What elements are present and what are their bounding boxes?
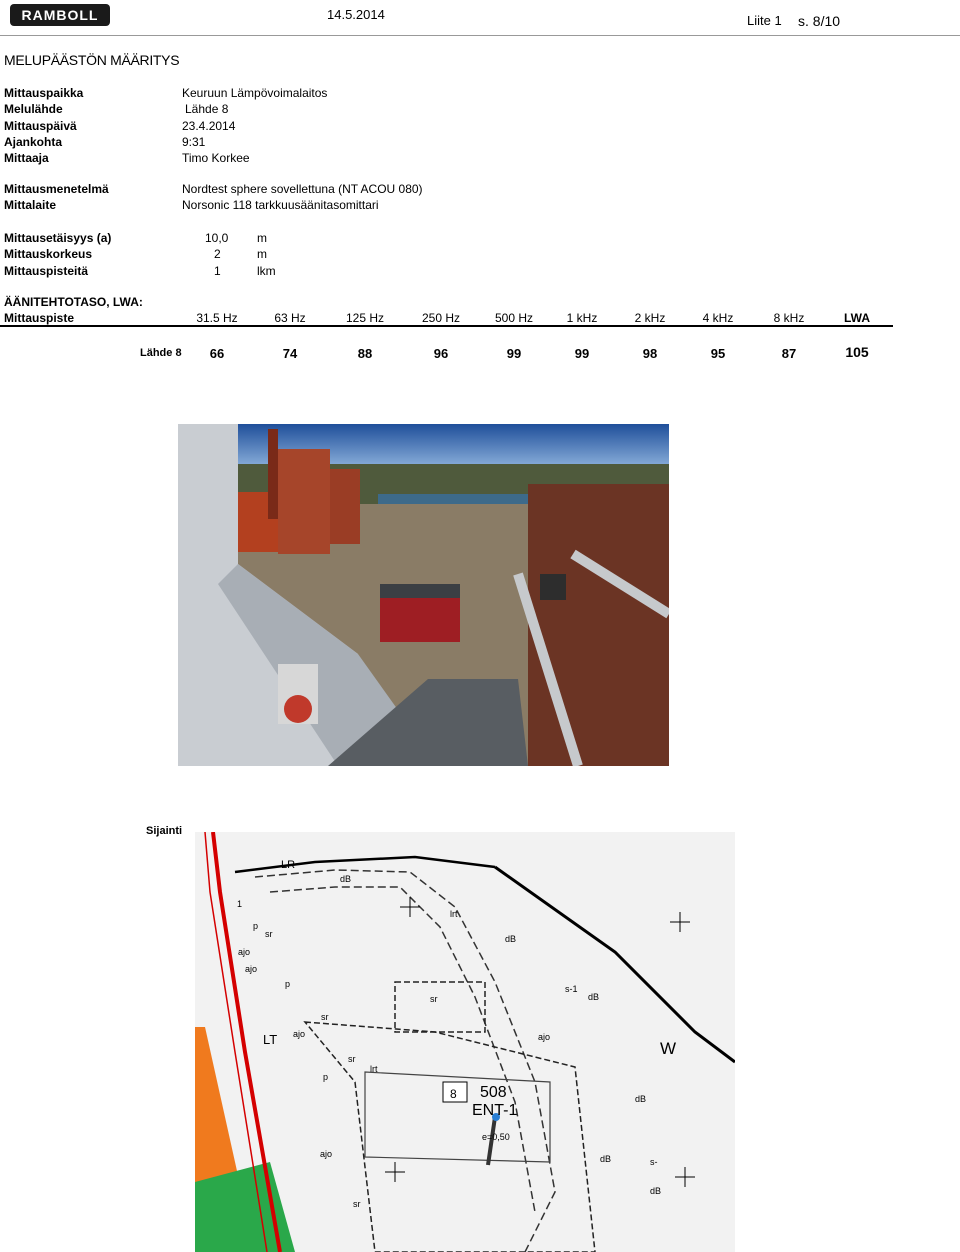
map-text: lrt <box>370 1064 378 1074</box>
map-text: ajo <box>320 1149 333 1159</box>
source-value: Lähde 8 <box>185 102 229 116</box>
level-value: 88 <box>357 346 373 361</box>
map-text: W <box>660 1039 677 1058</box>
table-divider <box>0 325 893 327</box>
site-photo <box>178 424 669 766</box>
map-text: ajo <box>238 947 251 957</box>
row-name: Lähde 8 <box>140 347 182 359</box>
map-text: e=0,50 <box>482 1132 510 1142</box>
map-text: dB <box>505 934 517 944</box>
map-text: LT <box>263 1032 278 1047</box>
section-label: ÄÄNITEHTOTASO, LWA: <box>4 295 143 309</box>
place-label: Mittauspaikka <box>4 86 84 100</box>
map-text: s- <box>650 1157 658 1167</box>
device-value: Norsonic 118 tarkkuusäänitasomittari <box>182 198 379 212</box>
place-value: Keuruun Lämpövoimalaitos <box>182 86 328 100</box>
map-text: sr <box>430 994 438 1004</box>
level-value: 99 <box>506 346 522 361</box>
height-value: 2 <box>214 247 221 261</box>
date-label: Mittauspäivä <box>4 119 77 133</box>
map-text: ajo <box>293 1029 306 1039</box>
attachment-label: Liite 1 <box>747 13 782 28</box>
height-label: Mittauskorkeus <box>4 247 93 261</box>
header-date: 14.5.2014 <box>327 7 385 22</box>
measurer-label: Mittaaja <box>4 151 49 165</box>
map-text: dB <box>650 1186 662 1196</box>
map-text: ENT-1 <box>472 1102 518 1119</box>
header-divider <box>0 35 960 36</box>
level-value: 74 <box>282 346 298 361</box>
measurer-value: Timo Korkee <box>182 151 250 165</box>
map-text: ajo <box>245 964 258 974</box>
map-text: dB <box>588 992 600 1002</box>
map-text: sr <box>353 1199 361 1209</box>
level-value: 99 <box>574 346 590 361</box>
level-value: 98 <box>642 346 658 361</box>
map-text: 508 <box>480 1084 507 1101</box>
ramboll-logo: RAMBOLL <box>10 4 110 26</box>
map-text: LR <box>281 859 296 871</box>
map-text: lrt <box>450 909 458 919</box>
location-map <box>195 832 735 1252</box>
page-number: s. 8/10 <box>798 13 841 29</box>
map-text: sr <box>265 929 273 939</box>
method-value: Nordtest sphere sovellettuna (NT ACOU 080) <box>182 182 423 196</box>
distance-label: Mittausetäisyys (a) <box>4 231 112 245</box>
map-text: p <box>323 1072 329 1082</box>
distance-value: 10,0 <box>205 231 229 245</box>
source-label: Melulähde <box>4 102 63 116</box>
level-value: 66 <box>209 346 225 361</box>
map-text: 8 <box>450 1087 457 1101</box>
level-value: 95 <box>710 346 726 361</box>
map-text: p <box>285 979 291 989</box>
total-header: LWA <box>844 311 870 325</box>
level-value: 87 <box>781 346 797 361</box>
method-label: Mittausmenetelmä <box>4 182 109 196</box>
level-value: 96 <box>433 346 449 361</box>
map-text: sr <box>348 1054 356 1064</box>
points-value: 1 <box>214 264 221 278</box>
band-header: 63 Hz <box>274 311 306 325</box>
points-label: Mittauspisteitä <box>4 264 89 278</box>
points-unit: lkm <box>257 264 276 278</box>
band-header: 1 kHz <box>566 311 598 325</box>
point-column-label: Mittauspiste <box>4 311 75 325</box>
band-header: 2 kHz <box>634 311 666 325</box>
band-header: 8 kHz <box>773 311 805 325</box>
map-text: ajo <box>538 1032 551 1042</box>
height-unit: m <box>257 247 267 261</box>
band-header: 4 kHz <box>702 311 734 325</box>
map-text: dB <box>600 1154 612 1164</box>
map-text: s-1 <box>565 984 578 994</box>
map-text: sr <box>321 1012 329 1022</box>
device-label: Mittalaite <box>4 198 57 212</box>
page-title: MELUPÄÄSTÖN MÄÄRITYS <box>4 52 180 68</box>
band-header: 125 Hz <box>345 311 385 325</box>
band-header: 31.5 Hz <box>196 311 238 325</box>
map-label: Sijainti <box>146 825 183 837</box>
map-text: p <box>253 921 259 931</box>
map-text: dB <box>340 874 352 884</box>
time-label: Ajankohta <box>4 135 63 149</box>
total-value: 105 <box>845 344 869 360</box>
distance-unit: m <box>257 231 267 245</box>
map-text: dB <box>635 1094 647 1104</box>
map-text: 1 <box>237 899 243 909</box>
band-header: 250 Hz <box>421 311 461 325</box>
date-value: 23.4.2014 <box>182 119 236 133</box>
time-value: 9:31 <box>182 135 206 149</box>
band-header: 500 Hz <box>494 311 534 325</box>
